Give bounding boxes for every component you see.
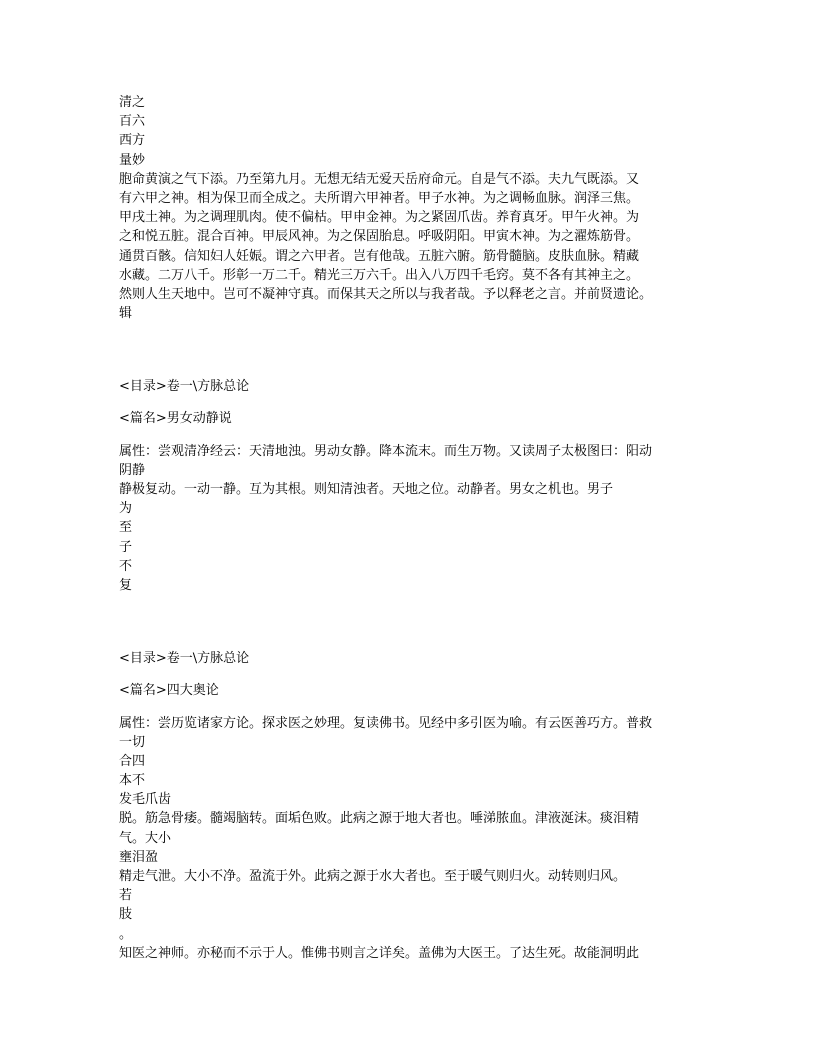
text-line: 合四 <box>119 753 146 769</box>
text-line: 百六 <box>119 114 146 130</box>
text-line: 辑 <box>119 306 133 322</box>
text-line: 至 <box>119 520 133 536</box>
text-line: 肢 <box>119 907 133 923</box>
text-line: 不 <box>119 558 133 574</box>
text-line: 本不 <box>119 773 146 789</box>
text-line: 属性：尝观清净经云：天清地浊。男动女静。降本流末。而生万物。又读周子太极图曰：阳动 <box>119 443 653 459</box>
text-line: 西方 <box>119 133 146 149</box>
text-line: 甲戌土神。为之调理肌肉。使不偏枯。甲申金神。为之紧固爪齿。养育真牙。甲午火神。为 <box>119 210 640 226</box>
text-line: 复 <box>119 577 133 593</box>
text-line: 通贯百骸。信知妇人妊娠。谓之六甲者。岂有他哉。五脏六腑。筋骨髓脑。皮肤血脉。精藏 <box>119 248 640 264</box>
text-line: 为 <box>119 501 133 517</box>
text-line: 水藏。二万八千。形彰一万二千。精光三万六千。出入八万四千毛窍。莫不各有其神主之。 <box>119 267 640 283</box>
text-line: 脱。筋急骨痿。髓竭脑转。面垢色败。此病之源于地大者也。唾涕脓血。津液涎沫。痰泪精 <box>119 811 640 827</box>
text-line: 属性：尝历览诸家方论。探求医之妙理。复读佛书。见经中多引医为喻。有云医善巧方。普救 <box>119 715 653 731</box>
text-line: 清之 <box>119 95 146 110</box>
catalog-heading: <目录>卷一\方脉总论 <box>119 379 250 395</box>
text-line: 发毛爪齿 <box>119 792 172 808</box>
text-line: 之和悦五脏。混合百神。甲辰风神。为之保固胎息。呼吸阴阳。甲寅木神。为之濯炼筋骨。 <box>119 229 640 245</box>
text-line: 。 <box>119 926 133 942</box>
text-line: 一切 <box>119 734 146 750</box>
chapter-title: <篇名>男女动静说 <box>119 411 232 427</box>
text-line: 阴静 <box>119 462 146 478</box>
document-page <box>119 93 709 963</box>
catalog-heading: <目录>卷一\方脉总论 <box>119 651 250 667</box>
chapter-title: <篇名>四大奥论 <box>119 683 219 699</box>
text-line: 有六甲之神。相为保卫而全成之。夫所谓六甲神者。甲子水神。为之调畅血脉。润泽三焦。 <box>119 190 640 206</box>
text-line: 量妙 <box>119 152 146 168</box>
text-line: 知医之神师。亦秘而不示于人。惟佛书则言之详矣。盖佛为大医王。了达生死。故能洞明此 <box>119 945 640 961</box>
text-line: 胞命黄演之气下添。乃至第九月。无想无结无爱天岳府命元。自是气不添。夫九气既添。又 <box>119 171 640 187</box>
text-line: 精走气泄。大小不净。盈流于外。此病之源于水大者也。至于暖气则归火。动转则归风。 <box>119 869 627 884</box>
text-line: 静极复动。一动一静。互为其根。则知清浊者。天地之位。动静者。男女之机也。男子 <box>119 482 614 497</box>
section-nannv-dongjing <box>119 377 709 595</box>
text-line: 若 <box>119 888 133 904</box>
block1 <box>119 93 709 323</box>
text-line: 气。大小 <box>119 830 172 846</box>
text-line: 壅泪盈 <box>119 849 159 865</box>
text-line: 子 <box>119 539 133 555</box>
text-line: 然则人生天地中。岂可不凝神守真。而保其天之所以与我者哉。予以释老之言。并前贤遗论。 <box>119 286 653 302</box>
section-sida-aolun <box>119 649 709 963</box>
